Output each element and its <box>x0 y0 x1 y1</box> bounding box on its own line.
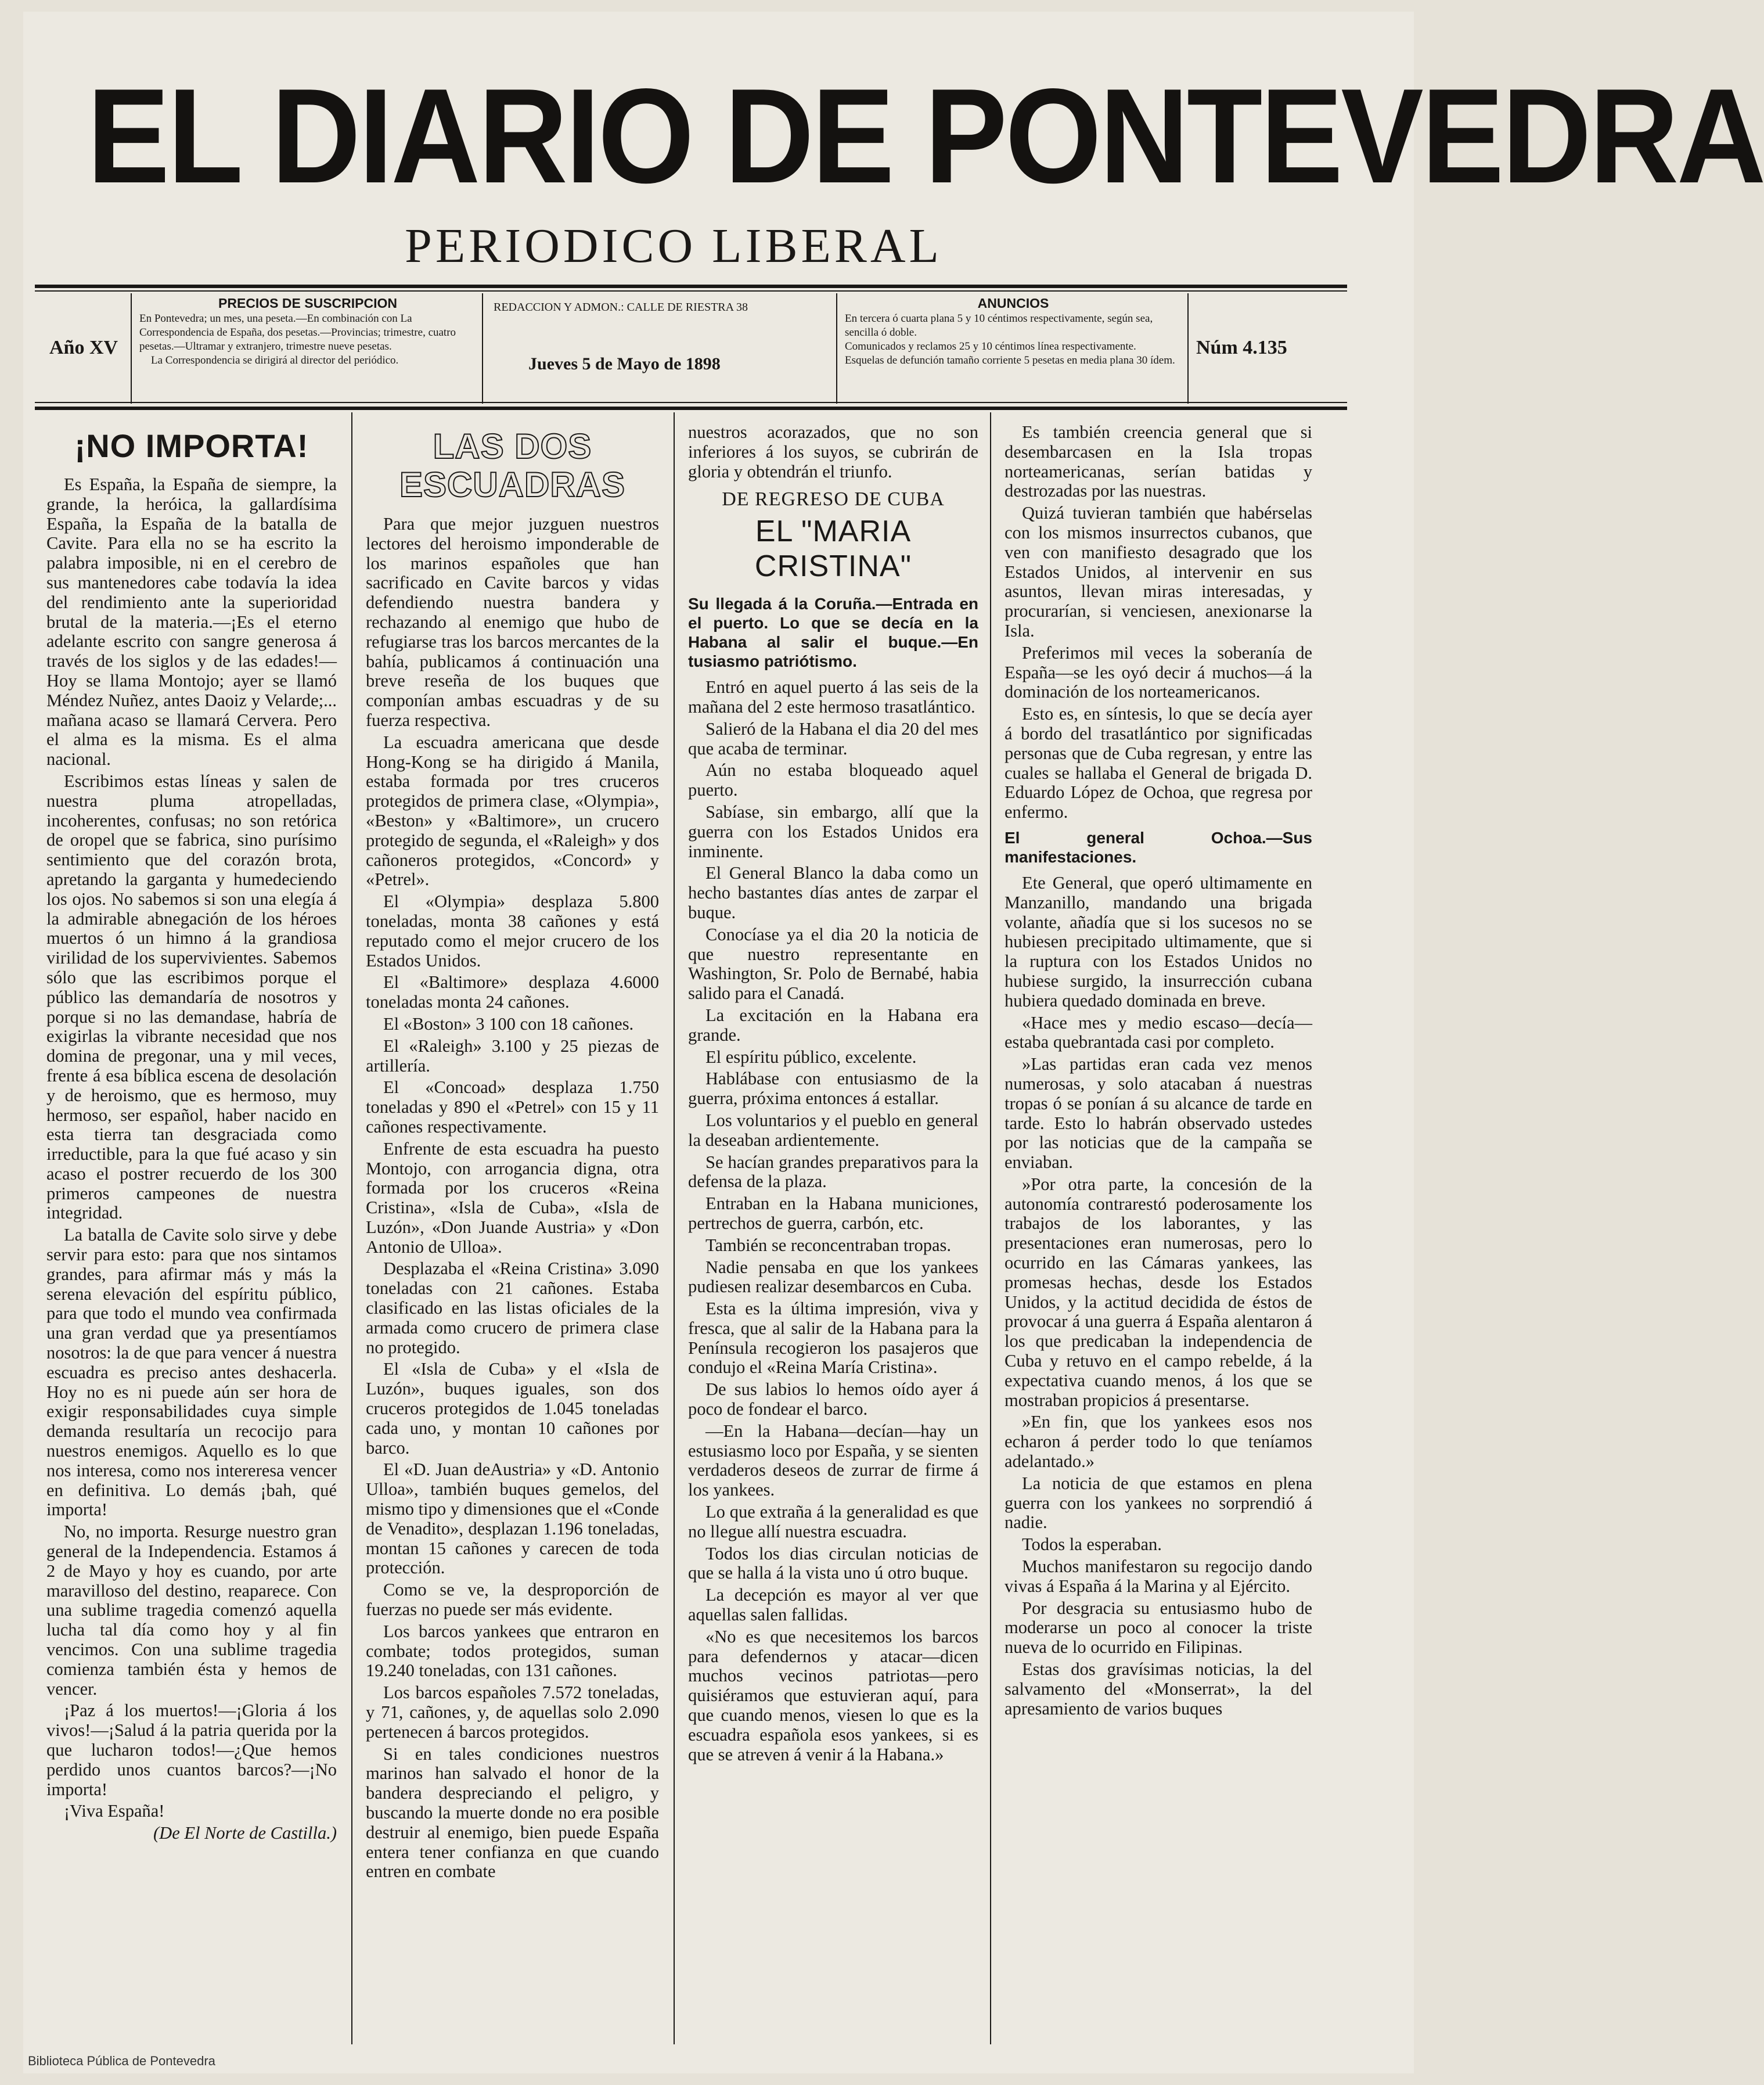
paragraph: La escuadra americana que desde Hong-Kong se ha dirigido á Manila, estaba formada por tres cruceros protegidos de primera clase, «Olympia», «Beston» y «Baltimore», un crucero protegido de segunda, el «Raleigh» y dos cañoneros protegidos, «Concord» y «Petrel». <box>366 732 659 890</box>
paragraph: nuestros acorazados, que no son inferiores á los suyos, se cubrirán de gloria y obtendrán el triunfo. <box>688 422 978 481</box>
paragraph: Para que mejor juzguen nuestros lectores del heroismo imponderable de los marinos españoles que han sacrificado en Cavite barcos y vidas defendiendo nuestra bandera y rechazando al enemigo que hubo de refugiarse tras los barcos mercantes de la bahía, publicamos á continuación una breve reseña de los buques que componían ambas escuadras y de su fuerza respectiva. <box>366 514 659 730</box>
paragraph: Entraban en la Habana municiones, pertrechos de guerra, carbón, etc. <box>688 1194 978 1233</box>
paragraph: Lo que extraña á la generalidad es que no llegue allí nuestra escuadra. <box>688 1502 978 1541</box>
paragraph: Si en tales condiciones nuestros marinos han salvado el honor de la bandera despreciando el peligro, y buscando la muerte donde no era posible destruir al enemigo, bien puede España entera tener confianza en que cuando entren en combate <box>366 1744 659 1882</box>
paragraph: Entró en aquel puerto á las seis de la mañana del 2 este hermoso trasatlántico. <box>688 677 978 717</box>
paragraph: El «Boston» 3 100 con 18 cañones. <box>383 1013 634 1034</box>
article-kicker: DE REGRESO DE CUBA <box>722 488 945 511</box>
paragraph: Estas dos gravísimas noticias, la del salvamento del «Monserrat», la del apresamiento de varios buques <box>1005 1659 1312 1719</box>
info-divider <box>131 293 132 404</box>
column-rule <box>351 412 352 2044</box>
paragraph: »Las partidas eran cada vez menos numerosas, y solo atacaban á nuestras tropas ó se ponían á su alcance de tarde en tarde. Esto lo habrán observado ustedes por las noticias que de la campaña se enviaban. <box>1005 1054 1312 1173</box>
info-bar-top-rule <box>35 285 1347 288</box>
paragraph: La decepción es mayor al ver que aquellas salen fallidas. <box>688 1585 978 1625</box>
paragraph: Nadie pensaba en que los yankees pudiesen realizar desembarcos en Cuba. <box>688 1257 978 1297</box>
paragraph: La excitación en la Habana era grande. <box>688 1005 978 1045</box>
paragraph: ¡Paz á los muertos!—¡Gloria á los vivos!—¡Salud á la patria querida por la que lucharon todos!—¿Que hemos perdido unos cuantos barcos?—¡No importa! <box>46 1701 337 1799</box>
library-credit: Biblioteca Pública de Pontevedra <box>28 2054 215 2068</box>
paragraph: Quizá tuvieran también que habérselas con los mismos insurrectos cubanos, que ven con manifiesto desagrado que los Estados Unidos, al intervenir en sus asuntos, llevan miras interesadas, y procurarían, si venciesen, anexionarse la Isla. <box>1005 503 1312 641</box>
paragraph: La noticia de que estamos en plena guerra con los yankees no sorprendió á nadie. <box>1005 1473 1312 1533</box>
paragraph: El «Concoad» desplaza 1.750 toneladas y 890 el «Petrel» con 15 y 11 cañones respectivamente. <box>366 1077 659 1137</box>
paragraph: La batalla de Cavite solo sirve y debe servir para esto: para que nos sintamos grandes, para afirmar más y más la serena elevación del espíritu público, para que todo el mundo vea confirmada una gran verdad que ya presentíamos nosotros: la de que para vencer á nuestra escuadra es preciso antes deshacerla. Hoy no es ni puede aún ser hora de exigir responsabilidades cuya simple demanda resultaría un recocijo para nuestros enemigos. Aquello es lo que nos interesa, como nos intereresa vencer en definitiva. Lo demás ¡bah, qué importa! <box>46 1225 337 1520</box>
paragraph: Ete General, que operó ultimamente en Manzanillo, mandando una brigada volante, añadía que si los sucesos no se hubiesen precipitado ultimamente, que si la ruptura con los Estados Unidos no hubiese surgido, la insurrección cubana hubiera quedado dominada en breve. <box>1005 872 1312 1011</box>
paragraph: Es también creencia general que si desembarcasen en la Isla tropas norteamericanas, serían batidas y destrozadas por las nuestras. <box>1005 422 1312 501</box>
paragraph: —En la Habana—decían—hay un estusiasmo loco por España, y se sienten verdaderos deseos de zurrar de firme á los yankees. <box>688 1421 978 1500</box>
paragraph: Preferimos mil veces la soberanía de España—se les oyó decir á muchos—á la dominación de los norteamericanos. <box>1005 642 1312 702</box>
info-divider <box>836 293 837 404</box>
paragraph: Los voluntarios y el pueblo en general la deseaban ardientemente. <box>688 1110 978 1150</box>
prices-note: La Correspondencia se dirigirá al director del periódico. <box>151 354 399 366</box>
paragraph: El «Raleigh» 3.100 y 25 piezas de artillería. <box>366 1036 659 1076</box>
paragraph: El «Isla de Cuba» y el «Isla de Luzón», buques iguales, son dos cruceros protegidos de 1.045 toneladas cada uno, y montan 10 cañones por barco. <box>366 1359 659 1458</box>
anuncios-line: Comunicados y reclamos 25 y 10 céntimos línea respectivamente. <box>845 340 1136 353</box>
paragraph: Todos la esperaban. <box>1022 1534 1162 1555</box>
paragraph: Desplazaba el «Reina Cristina» 3.090 toneladas con 21 cañones. Estaba clasificado en las listas oficiales de la armada como crucero de primera clase no protegido. <box>366 1259 659 1357</box>
article-title: EL "MARIA CRISTINA" <box>754 515 912 584</box>
paragraph: Muchos manifestaron su regocijo dando vivas á España á la Marina y al Ejército. <box>1005 1556 1312 1596</box>
paragraph: »En fin, que los yankees esos nos echaron á perder todo lo que teníamos adelantado.» <box>1005 1412 1312 1472</box>
paragraph: El «Baltimore» desplaza 4.6000 toneladas monta 24 cañones. <box>366 972 659 1012</box>
article-signature: (De El Norte de Castilla.) <box>153 1823 337 1843</box>
issue-number: Núm 4.135 <box>1196 337 1287 358</box>
article-title: LAS DOS ESCUADRAS <box>399 427 626 504</box>
paragraph: Aún no estaba bloqueado aquel puerto. <box>688 760 978 800</box>
paragraph: El espíritu público, excelente. <box>705 1047 917 1067</box>
paragraph: No, no importa. Resurge nuestro gran general de la Independencia. Estamos á 2 de Mayo y hoy es cuando, por arte maravilloso del destino, reaparece. Con una sublime tragedia comenzó aquella lucha tal día como hoy y al fin vencimos. Con una sublime tragedia comienza también ésta y hemos de vencer. <box>46 1522 337 1699</box>
paragraph: Sabíase, sin embargo, allí que la guerra con los Estados Unidos era inminente. <box>688 801 978 861</box>
paragraph: Hablábase con entusiasmo de la guerra, próxima entonces á estallar. <box>688 1069 978 1109</box>
prices-title: PRECIOS DE SUSCRIPCION <box>218 296 397 311</box>
paragraph: El General Blanco la daba como un hecho bastantes días antes de zarpar el buque. <box>688 863 978 922</box>
article-title: ¡NO IMPORTA! <box>74 427 309 464</box>
issue-date: Jueves 5 de Mayo de 1898 <box>528 354 721 373</box>
paragraph: Como se ve, la desproporción de fuerzas no puede ser más evidente. <box>366 1580 659 1620</box>
paragraph: Se hacían grandes preparativos para la defensa de la plaza. <box>688 1152 978 1192</box>
year-label: Año XV <box>49 337 118 358</box>
paragraph: «Hace mes y medio escaso—decía—estaba quebrantada casi por completo. <box>1005 1012 1312 1052</box>
anuncios-line: Esquelas de defunción tamaño corriente 5 pesetas en media plana 30 ídem. <box>845 354 1175 366</box>
paragraph: También se reconcentraban tropas. <box>705 1235 951 1255</box>
paragraph: Enfrente de esta escuadra ha puesto Montojo, con arrogancia digna, otra formada por los cruceros «Reina Cristina», «Isla de Cuba», «Isla de Luzón», «Don Juande Austria» y «Don Antonio de Ulloa». <box>366 1138 659 1257</box>
paragraph: «No es que necesitemos los barcos para defendernos y atacar—dicen muchos vecinos patriotas—pero quisiéramos que estuvieran aquí, para que cuando menos, viesen lo que es la escuadra española esos yankees, si es que se atreven á venir á la Habana.» <box>688 1626 978 1764</box>
paragraph: »Por otra parte, la concesión de la autonomía contrarestó poderosamente los trabajos de los laborantes, y las presentaciones eran numerosas, pero lo ocurrido en las Cámaras yankees, las promesas hechas, desde los Estados Unidos, y la actitud decidida de éstos de provocar á una guerra á España alentaron á los que predicaban la independencia de Cuba y retuvo en el campo rebelde, á la expectativa cuando menos, á los que se mostraban propicios á presentarse. <box>1005 1174 1312 1410</box>
paragraph: Por desgracia su entusiasmo hubo de moderarse un poco al conocer la triste nueva de lo ocurrido en Filipinas. <box>1005 1598 1312 1658</box>
info-bar-bottom-rule-thin <box>35 402 1347 403</box>
redaccion-address: REDACCION Y ADMON.: CALLE DE RIESTRA 38 <box>494 301 748 314</box>
section-subhead: El general Ochoa.—Sus manifestaciones. <box>1005 828 1312 866</box>
column-maria-cristina <box>688 423 978 1767</box>
paragraph: Los barcos españoles 7.572 toneladas, y 71, cañones, y, de aquellas solo 2.090 pertenecen á barcos protegidos. <box>366 1683 659 1742</box>
column-las-dos-escuadras <box>366 423 659 1884</box>
paragraph: Salieró de la Habana el dia 20 del mes que acaba de terminar. <box>688 718 978 758</box>
anuncios-block <box>845 296 1182 368</box>
info-bar-top-rule-thin <box>35 290 1347 292</box>
paragraph: Todos los dias circulan noticias de que se halla á la vista uno ú otro buque. <box>688 1543 978 1583</box>
paragraph: Es España, la España de siempre, la grande, la heróica, la gallardísima España, la España de la batalla de Cavite. Para ella no se ha escrito la palabra imposible, ni en el cerebro de sus mantenedores cabe todavía la idea del rendimiento ante la superioridad brutal de la materia.—¡Es el eterno adelante escrito con sangre generosa á través de los siglos y de las edades!—Hoy se llama Montojo; ayer se llamó Méndez Nuñez, antes Daoiz y Velarde;... mañana acaso se llamará Cervera. Pero el alma es la misma. Es el alma nacional. <box>46 474 337 770</box>
anuncios-title: ANUNCIOS <box>977 296 1049 311</box>
paragraph: El «Olympia» desplaza 5.800 toneladas, monta 38 cañones y está reputado como el mejor crucero de los Estados Unidos. <box>366 891 659 970</box>
info-divider <box>482 293 483 404</box>
article-lead: Su llegada á la Coruña.—Entrada en el puerto. Lo que se decía en la Habana al salir el buque.—En tusiasmo patriótismo. <box>688 595 978 671</box>
column-rule <box>674 412 675 2044</box>
paragraph: Conocíase ya el dia 20 la noticia de que nuestro representante en Washington, Sr. Polo de Bernabé, habia salido para el Canadá. <box>688 924 978 1004</box>
subscription-prices <box>139 296 476 368</box>
info-bar-bottom-rule <box>35 407 1347 410</box>
masthead-title: EL DIARIO DE PONTEVEDRA <box>87 61 1764 211</box>
closing-line: ¡Viva España! <box>64 1801 165 1821</box>
paragraph: Esta es la última impresión, viva y fresca, que al salir de la Habana para la Península recogieron los pasajeros que condujo el «Reina María Cristina». <box>688 1299 978 1378</box>
info-divider <box>1187 293 1189 404</box>
column-continuation <box>1005 423 1312 1721</box>
column-no-importa <box>46 423 337 1843</box>
column-rule <box>990 412 991 2044</box>
paragraph: Esto es, en síntesis, lo que se decía ayer á bordo del trasatlántico por significadas personas que de Cuba regresan, y entre las cuales se hallaba el General de brigada D. Eduardo López de Ochoa, que regresa por enfermo. <box>1005 704 1312 822</box>
anuncios-line: En tercera ó cuarta plana 5 y 10 céntimos respectivamente, según sea, sencilla ó doble. <box>845 312 1153 339</box>
masthead-subtitle: PERIODICO LIBERAL <box>405 219 942 273</box>
newspaper-page <box>23 12 1764 2073</box>
prices-text: En Pontevedra; un mes, una peseta.—En combinación con La Correspondencia de España, dos pesetas.—Provincias; trimestre, cuatro pesetas.—Ultramar y extranjero, trimestre nueve pesetas. <box>139 312 456 353</box>
paragraph: El «D. Juan deAustria» y «D. Antonio Ulloa», también buques gemelos, del mismo tipo y dimensiones que el «Conde de Venadito», desplazan 1.196 toneladas, montan 15 cañones y carecen de toda protección. <box>366 1460 659 1578</box>
paragraph: Los barcos yankees que entraron en combate; todos protegidos, suman 19.240 toneladas, con 131 cañones. <box>366 1621 659 1681</box>
paragraph: De sus labios lo hemos oído ayer á poco de fondear el barco. <box>688 1379 978 1419</box>
paragraph: Escribimos estas líneas y salen de nuestra pluma atropelladas, incoherentes, confusas; no son retórica de oropel que se fabrica, sino purísimo sentimiento que del corazón brota, apretando la garganta y humedeciendo los ojos. No sabemos si son una elegía á la admirable abnegación de los héroes muertos ó un himno á la grandiosa virilidad de los supervivientes. Sabemos sólo que las escribimos porque el público las demandaría de nosotros y porque si no las demandase, habría de exigirlas la vibrante necesidad que nos domina de pregonar, una y mil veces, frente á esa bíblica escena de desolación y de heroismo, que es hermoso, muy hermoso, ser español, haber nacido en esta tierra tan desgraciada como irreductible, para la que fué acaso y sin acaso el postrer recuerdo de los 300 primeros campeones de nuestra integridad. <box>46 771 337 1223</box>
